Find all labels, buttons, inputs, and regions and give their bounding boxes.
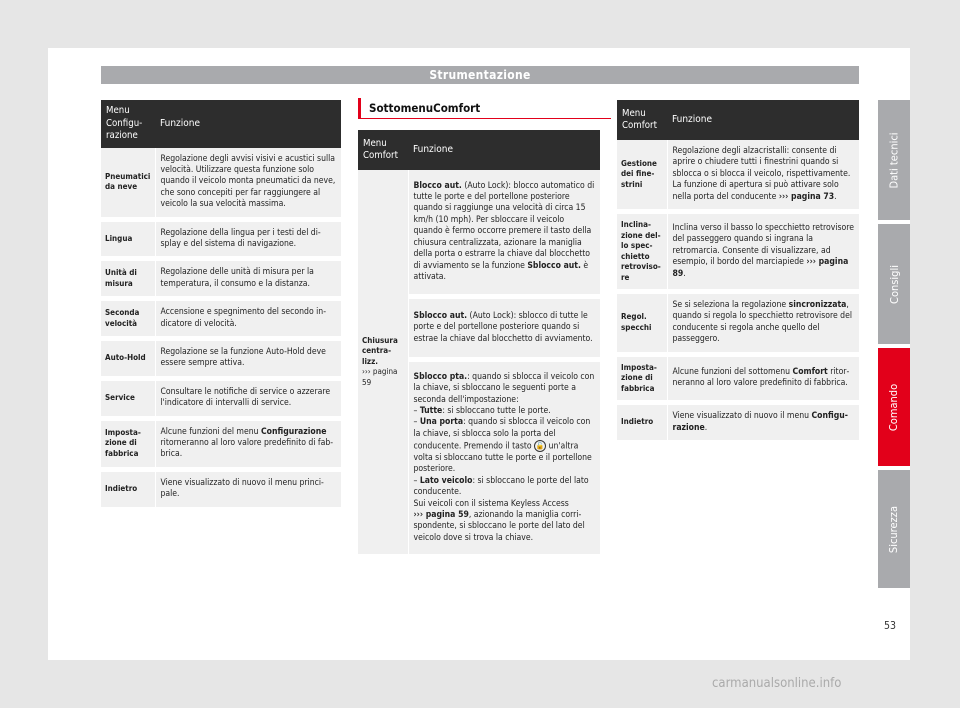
side-tab-label: Consigli <box>887 264 901 304</box>
text: è attivata. <box>413 260 589 282</box>
row-value: Regolazione delle unità di misura per la temperatura, il consumo e la distanza. <box>155 259 341 299</box>
table-row <box>617 292 859 355</box>
table-row <box>101 259 341 299</box>
side-tabs <box>878 100 910 592</box>
text: , quando si regola lo specchietto retrovisore del conducente si regola anche quello del passeggero. <box>672 300 852 345</box>
side-tab-comando[interactable] <box>878 348 910 466</box>
row-value: Viene visualizzato di nuovo il menu principale. <box>155 469 341 509</box>
col-header-funzione: Funzione <box>155 100 341 148</box>
term: Configurazione <box>672 411 848 433</box>
text: un'altra volta si sbloccano tutte le porte e il portellone posteriore. <box>413 441 592 475</box>
term: Blocco aut. <box>413 180 462 191</box>
text: (Auto Lock): blocco automatico di tutte le porte e del portellone posteriore quando si raggiunge una velocità di circa 15 km/h (10 mph). Per sbloccare il veicolo quando è fermo occorre premere il tasto della chiusura centralizzata, azionare la maniglia della porta o estrarre la chiave dal blocchetto di avviamento se la funzione <box>413 180 595 271</box>
row-key: Indietro <box>101 469 155 509</box>
text: : quando si sblocca il veicolo con la chiave, si sbloccano le seguenti porte a seconda dell'impostazione: <box>413 371 595 405</box>
comfort-table-2 <box>617 100 859 445</box>
text: Alcune funzioni del sottomenu <box>672 367 793 377</box>
col-header-menu: Menu Comfort <box>358 130 408 170</box>
text: . <box>704 422 708 433</box>
cell-blocco-aut <box>408 170 600 297</box>
text: . <box>834 191 837 202</box>
text: Alcune funzioni del menu <box>160 426 261 437</box>
row-key: Regol. specchi <box>617 292 667 355</box>
text: (Auto Lock): sblocco di tutte le porte e del portellone posteriore quando si estrae la chiave dal blocchetto di avviamento. <box>413 310 593 344</box>
term: Comfort <box>792 367 828 377</box>
text: Sui veicoli con il sistema Keyless Access <box>413 498 569 509</box>
table-row <box>101 299 341 339</box>
row-key: Seconda velocità <box>101 299 155 339</box>
key-label: Chiusura centralizz. <box>362 335 398 366</box>
page-ref: ››› pagina 59 <box>362 367 398 387</box>
page-header: Strumentazione <box>101 66 859 84</box>
text: Inclina verso il basso lo specchietto retrovisore del passeggero quando si ingrana la retromarcia. Consente di visualizzare, ad esempio, il bordo del marciapiede <box>672 223 854 268</box>
text: . <box>683 268 686 279</box>
text: : si sbloccano le porte del lato conducente. <box>413 475 589 498</box>
row-value: Regolazione se la funzione Auto-Hold deve essere sempre attiva. <box>155 338 341 378</box>
row-key: Unità di misura <box>101 259 155 299</box>
row-value <box>667 354 859 403</box>
text: , azionando la maniglia corrispondente, si sbloccano le porte del lato del veicolo dove si trova la chiave. <box>413 510 585 543</box>
row-value: Regolazione degli avvisi visivi e acustici sulla velocità. Utilizzare questa funzione solo quando il veicolo monta pneumatici da neve, che sono concepiti per far raggiungere al veicolo la sua velocità massima. <box>155 148 341 220</box>
side-tab-sicurezza[interactable] <box>878 470 910 588</box>
row-value: Consultare le notifiche di service o azzerare l'indicatore di intervalli di service. <box>155 378 341 418</box>
term: Sblocco aut. <box>527 260 581 271</box>
section-title: SottomenuComfort <box>358 98 611 119</box>
term: ››› pagina 73 <box>778 191 835 202</box>
term: Sblocco aut. <box>413 310 468 321</box>
col-header-funzione: Funzione <box>667 100 859 140</box>
term: Tutte <box>419 405 443 416</box>
row-value: Regolazione della lingua per i testi del display e del sistema di navigazione. <box>155 219 341 259</box>
side-tab-label: Sicurezza <box>887 505 901 553</box>
table-row <box>101 469 341 509</box>
comfort-table-1 <box>358 130 600 559</box>
text: : si sbloccano tutte le porte. <box>442 405 551 416</box>
table-row <box>101 148 341 220</box>
row-key-chiusura <box>358 170 408 557</box>
col-header-menu: Menu Configurazione <box>101 100 155 148</box>
col-header-menu: Menu Comfort <box>617 100 667 140</box>
text: Se si seleziona la regolazione <box>672 300 789 311</box>
table-row <box>101 418 341 469</box>
row-key: Inclinazione dello specchietto retrovisore <box>617 212 667 292</box>
row-key: Pneumatici da neve <box>101 148 155 220</box>
row-key: Auto-Hold <box>101 338 155 378</box>
cell-sblocco-pta: Sblocco pta.: quando si sblocca il veicolo con la chiave, si sbloccano le seguenti porte a seconda dell'impostazione: – Tutte: si sbloccano tutte le porte. – Una porta: quando si sblocca il veicolo con la chiave, si sblocca solo la porta del conducente. Premendo il tasto 🔓 un'altra volta si sbloccano tutte le porte e il portellone posteriore. – Lato veicolo: si sbloccano le porte del lato conducente. Sui veicoli con il sistema Keyless Access ››› pagina 59, azionando la maniglia corrispondente, si sbloccano le porte del lato del veicolo dove si trova la chiave. <box>408 360 600 557</box>
term: sincronizzata <box>788 300 847 311</box>
table-row <box>617 140 859 212</box>
text: ritorneranno al loro valore predefinito di fabbrica. <box>160 438 334 460</box>
row-value <box>667 140 859 212</box>
table-row <box>101 378 341 418</box>
table-row <box>617 403 859 443</box>
row-key: Service <box>101 378 155 418</box>
text: ritorneranno al loro valore predefinito di fabbrica. <box>672 367 850 389</box>
term: Una porta <box>419 417 464 428</box>
row-value <box>667 292 859 355</box>
row-value: Accensione e spegnimento del secondo indicatore di velocità. <box>155 299 341 339</box>
cell-sblocco-aut <box>408 297 600 360</box>
row-value <box>155 418 341 469</box>
term: ››› pagina 89 <box>672 257 849 279</box>
row-key: Indietro <box>617 403 667 443</box>
term: Configurazione <box>260 426 327 437</box>
table-row <box>617 354 859 403</box>
side-tab-label: Dati tecnici <box>887 131 901 189</box>
side-tab-label: Comando <box>887 383 901 431</box>
row-key: Impostazione di fabbrica <box>101 418 155 469</box>
row-key: Lingua <box>101 219 155 259</box>
unlock-key-icon: 🔓 <box>535 442 545 451</box>
table-row <box>101 338 341 378</box>
table-row <box>617 212 859 292</box>
watermark: carmanualsonline.info <box>712 676 842 691</box>
text: : quando si sblocca il veicolo con la chiave, si sblocca solo la porta del conducente. Premendo il tasto <box>413 417 591 452</box>
row-key: Impostazione di fabbrica <box>617 354 667 403</box>
term: Lato veicolo <box>419 475 473 486</box>
table-row <box>101 219 341 259</box>
row-value <box>667 212 859 292</box>
page-number: 53 <box>884 620 897 632</box>
col-header-funzione: Funzione <box>408 130 600 170</box>
side-tab-consigli[interactable] <box>878 224 910 344</box>
left-settings-table <box>101 100 341 512</box>
term: Sblocco pta. <box>413 371 468 382</box>
page-ref: ››› pagina 59 <box>413 510 469 521</box>
side-tab-dati-tecnici[interactable] <box>878 100 910 220</box>
row-value <box>667 403 859 443</box>
text: Viene visualizzato di nuovo il menu <box>672 411 812 422</box>
text: Regolazione degli alzacristalli: consente di aprire o chiudere tutti i finestrini quando si sblocca o si blocca il veicolo, rispettivamente. La funzione di apertura si può attivare solo nella porta del conducente <box>672 146 851 202</box>
row-key: Gestione dei finestrini <box>617 140 667 212</box>
